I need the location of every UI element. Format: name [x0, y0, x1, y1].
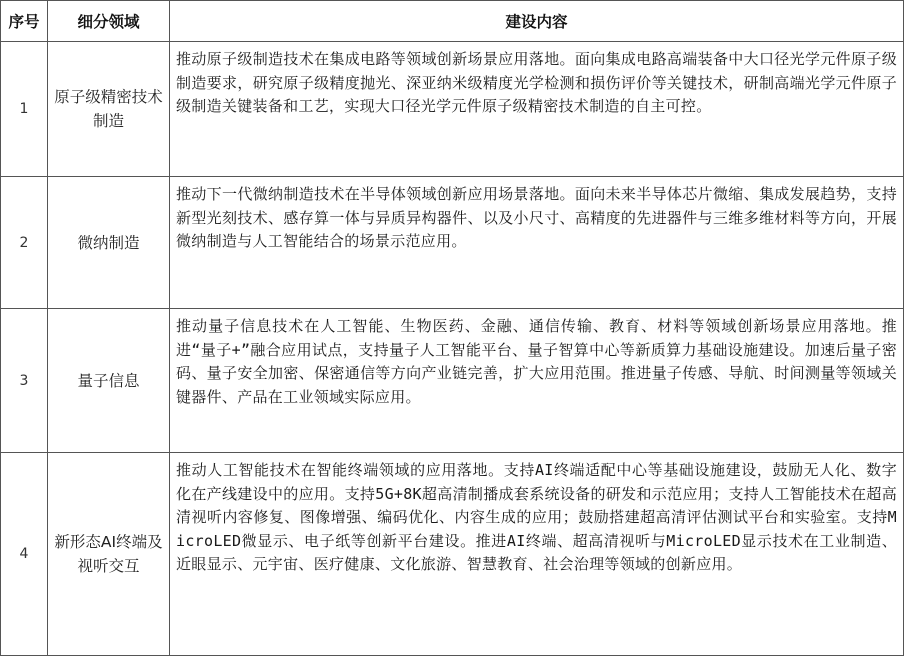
row-area: 新形态AI终端及视听交互: [48, 453, 170, 656]
table-row: [1, 42, 904, 177]
header-content: 建设内容: [170, 1, 904, 42]
row-area: 量子信息: [48, 309, 170, 453]
row-content: 推动原子级制造技术在集成电路等领域创新场景应用落地。面向集成电路高端装备中大口径光学元件原子级制造要求，研究原子级精度抛光、深亚纳米级精度光学检测和损伤评价等关键技术，研制高端光学元件原子级制造关键装备和工艺，实现大口径光学元件原子级精密技术制造的自主可控。: [170, 42, 904, 177]
table-row: [1, 453, 904, 656]
row-content: 推动人工智能技术在智能终端领域的应用落地。支持AI终端适配中心等基础设施建设，鼓励无人化、数字化在产线建设中的应用。支持5G+8K超高清制播成套系统设备的研发和示范应用；支持人工智能技术在超高清视听内容修复、图像增强、编码优化、内容生成的应用；鼓励搭建超高清评估测试平台和实验室。支持MicroLED微显示、电子纸等创新平台建设。推进AI终端、超高清视听与MicroLED显示技术在工业制造、近眼显示、元宇宙、医疗健康、文化旅游、智慧教育、社会治理等领域的创新应用。: [170, 453, 904, 656]
header-area: 细分领域: [48, 1, 170, 42]
row-index: 3: [1, 309, 48, 453]
row-area: 原子级精密技术制造: [48, 42, 170, 177]
row-content: 推动下一代微纳制造技术在半导体领域创新应用场景落地。面向未来半导体芯片微缩、集成发展趋势，支持新型光刻技术、感存算一体与异质异构器件、以及小尺寸、高精度的先进器件与三维多维材料等方向，开展微纳制造与人工智能结合的场景示范应用。: [170, 177, 904, 309]
row-index: 4: [1, 453, 48, 656]
row-index: 1: [1, 42, 48, 177]
header-index: 序号: [1, 1, 48, 42]
row-index: 2: [1, 177, 48, 309]
table-row: [1, 309, 904, 453]
row-content: 推动量子信息技术在人工智能、生物医药、金融、通信传输、教育、材料等领域创新场景应用落地。推进“量子+”融合应用试点，支持量子人工智能平台、量子智算中心等新质算力基础设施建设。加速后量子密码、量子安全加密、保密通信等方向产业链完善，扩大应用范围。推进量子传感、导航、时间测量等领域关键器件、产品在工业领域实际应用。: [170, 309, 904, 453]
table-row: [1, 177, 904, 309]
table-header-row: [1, 1, 904, 42]
row-area: 微纳制造: [48, 177, 170, 309]
